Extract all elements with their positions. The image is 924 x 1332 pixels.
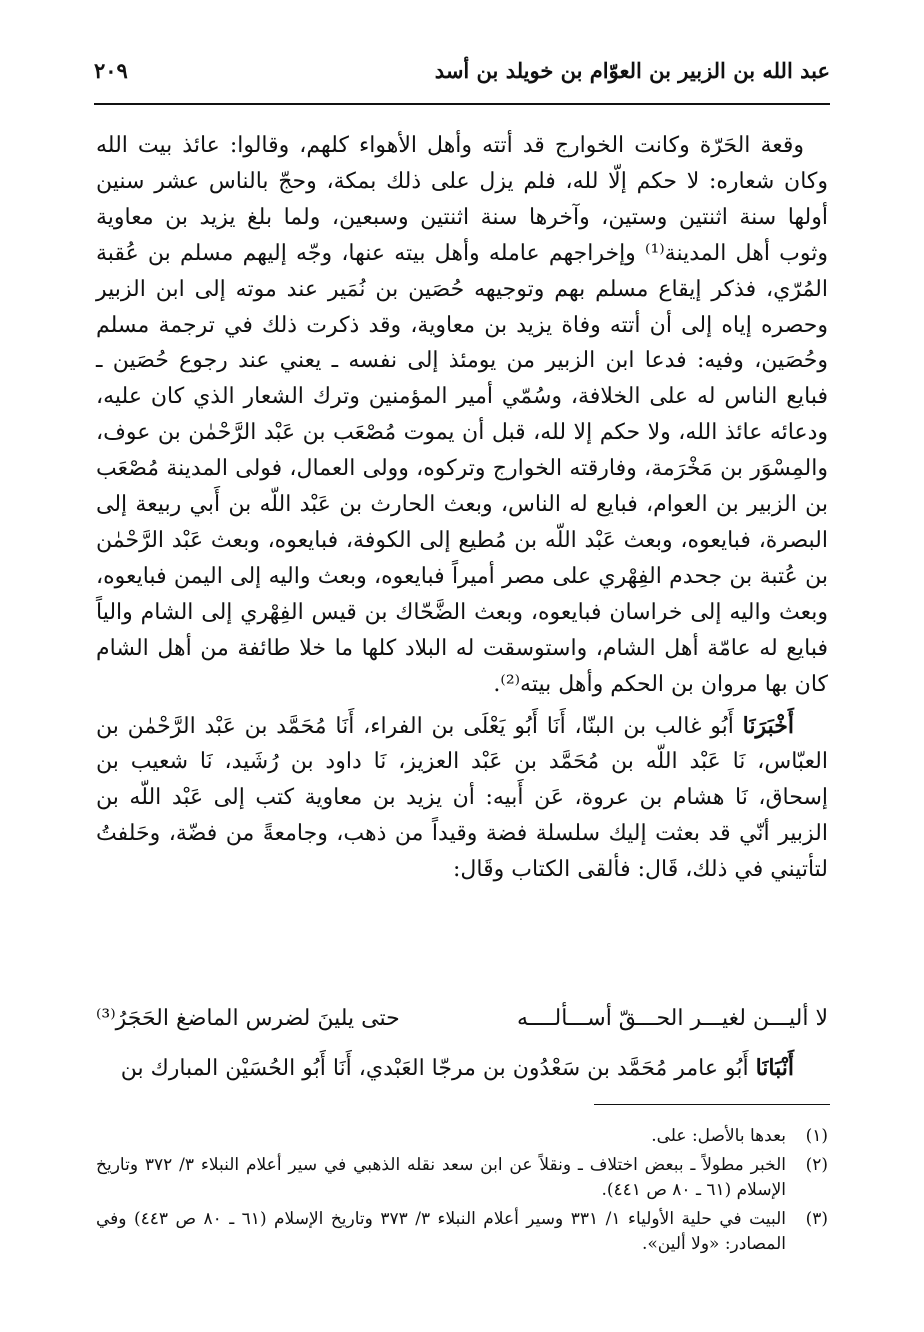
- paragraph-1: وقعة الحَرّة وكانت الخوارج قد أتته وأهل الأهواء كلهم، وقالوا: عائذ بيت الله وكان شعاره: لا حكم إلّا لله، فلم يزل على ذلك بمكة، وحجّ بالناس عشر سنين أولها سنة اثنتين وستين، وآخرها سنة اثنتين وسبعين، ولما بلغ يزيد بن معاوية وثوب أهل المدينة⁽¹⁾ وإخراجهم عامله وأهل بيته عنها، وجّه إليهم مسلم بن عُقبة المُرّي، فذكر إيقاع مسلم بهم وتوجيهه حُصَين بن نُمَير عند موته إلى ابن الزبير وحصره إياه إلى أن أتته وفاة يزيد بن معاوية، وقد ذكرت ذلك في ترجمة مسلم وحُصَين، وفيه: فدعا ابن الزبير من يومئذ إلى نفسه ـ يعني عند رجوع حُصَين ـ فبايع الناس له على الخلافة، وسُمّي أمير المؤمنين وترك الشعار الذي كان عليه، ودعائه عائذ الله، ولا حكم إلا لله، قبل أن يموت مُصْعَب بن عَبْد الرَّحْمٰن بن عوف، والمِسْوَر بن مَخْرَمة، وفارقته الخوارج وتركوه، وولى العمال، فولى المدينة مُصْعَب بن الزبير بن العوام، فبايع له الناس، وبعث الحارث بن عَبْد اللّه بن أَبي ربيعة إلى البصرة، فبايعوه، وبعث عَبْد اللّه بن مُطيع إلى الكوفة، فبايعوه، وبعث عَبْد الرَّحْمٰن بن عُتبة بن جحدم الفِهْري على مصر أميراً فبايعوه، وبعث واليه إلى اليمن فبايعوه، وبعث واليه إلى خراسان فبايعوه، وبعث الضَّحّاك بن قيس الفِهْري إلى الشام والياً فبايع له عامّة أهل الشام، واستوسقت له البلاد كلها ما خلا طائفة من أهل الشام كان بها مروان بن الحكم وأهل بيته⁽²⁾.: [96, 133, 828, 697]
- paragraph-3-text: أَبُو عامر مُحَمَّد بن سَعْدُون بن مرجّا العَبْدي، أَنَا أَبُو الحُسَيْن المبارك بن: [120, 1056, 756, 1081]
- footnote-2: [96, 1153, 828, 1203]
- footnote-divider: [594, 1104, 830, 1105]
- footnote-number: (٣): [805, 1209, 828, 1229]
- page-number: ٢٠٩: [94, 58, 128, 83]
- footnote-3: [96, 1207, 828, 1257]
- header-divider: [94, 103, 830, 105]
- footnote-1: [96, 1124, 828, 1149]
- verse-first-hemistich: لا أليـــن لغيـــر الحـــقّ أســـألــــه: [516, 1006, 828, 1031]
- paragraph-3: [96, 1050, 828, 1087]
- running-title: عبد الله بن الزبير بن العوّام بن خويلد بن أسد: [434, 58, 830, 83]
- footnote-text: البيت في حلية الأولياء ١/ ٣٣١ وسير أعلام النبلاء ٣/ ٣٧٣ وتاريخ الإسلام (٦١ ـ ٨٠ ص ٤٤٣) وفي المصادر: «ولا ألين».: [96, 1209, 786, 1254]
- footnote-number: (١): [805, 1126, 828, 1146]
- footnote-number: (٢): [805, 1155, 828, 1175]
- narration-lead-word: أَخْبَرَنَا: [742, 712, 794, 739]
- paragraph-2-text: أَبُو غالب بن البنّا، أَنَا أَبُو يَعْلَى بن الفراء، أَنَا مُحَمَّد بن عَبْد الرَّحْمٰن بن العبّاس، نَا عَبْد اللّه بن مُحَمَّد بن عَبْد العزيز، نَا داود بن رُشَيد، نَا شعيب بن إسحاق، نَا هشام بن عروة، عَن أَبيه: أن يزيد بن معاوية كتب إلى عَبْد اللّه بن الزبير أنّي قد بعثت إليك سلسلة فضة وقيداً من ذهب، وجامعةً من فضّة، وحَلفتُ لتأتيني في ذلك، قَال: فألقى الكتاب وقَال:: [96, 713, 828, 883]
- narration-lead-word-2: أَنْبَانَا: [755, 1055, 794, 1081]
- paragraph-2: [96, 709, 828, 889]
- verse-second-hemistich: حتى يلينَ لضرس الماضغ الحَجَرُ⁽³⁾: [96, 1006, 400, 1031]
- footnote-text: بعدها بالأصل: على.: [651, 1126, 786, 1146]
- main-text: [96, 128, 828, 888]
- footnotes: [96, 1124, 828, 1261]
- footnote-text: الخبر مطولاً ـ ببعض اختلاف ـ ونقلاً عن ابن سعد نقله الذهبي في سير أعلام النبلاء ٣/ ٣٧٢ وتاريخ الإسلام (٦١ ـ ٨٠ ص ٤٤١).: [96, 1155, 786, 1200]
- poetry-verse: [96, 1006, 828, 1046]
